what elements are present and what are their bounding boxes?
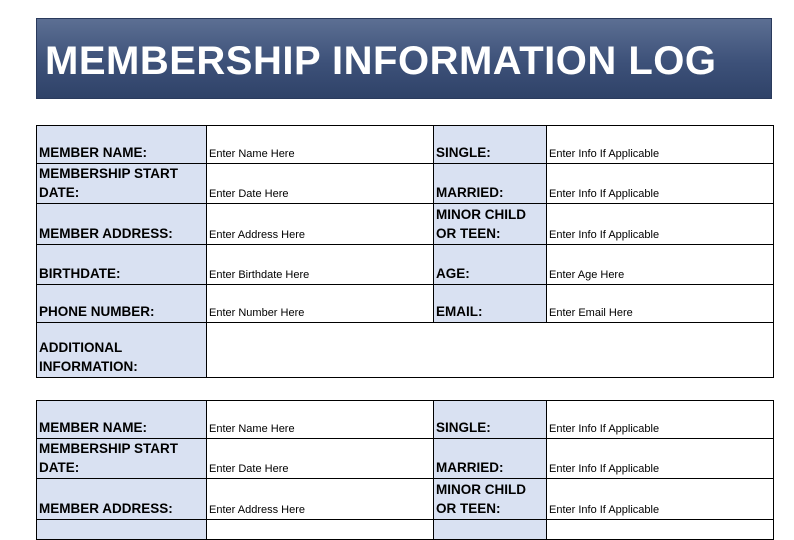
- table-row: [37, 245, 774, 285]
- minor-child-field[interactable]: Enter Info If Applicable: [547, 479, 774, 520]
- membership-start-date-field[interactable]: Enter Date Here: [207, 164, 434, 204]
- value-cell[interactable]: [547, 520, 774, 540]
- age-field[interactable]: Enter Age Here: [547, 245, 774, 285]
- minor-child-label: [434, 479, 547, 520]
- table-row: [37, 520, 774, 540]
- phone-number-label: PHONE NUMBER:: [37, 285, 207, 323]
- member-address-field[interactable]: Enter Address Here: [207, 479, 434, 520]
- member-record-table: [36, 400, 774, 540]
- member-address-field[interactable]: Enter Address Here: [207, 204, 434, 245]
- table-row: [37, 323, 774, 378]
- email-field[interactable]: Enter Email Here: [547, 285, 774, 323]
- value-cell[interactable]: [207, 520, 434, 540]
- label-cell: [37, 520, 207, 540]
- married-label: MARRIED:: [434, 164, 547, 204]
- page-title: MEMBERSHIP INFORMATION LOG: [45, 39, 717, 83]
- label-line: MINOR CHILD: [436, 207, 526, 222]
- table-row: [37, 439, 774, 479]
- minor-child-field[interactable]: Enter Info If Applicable: [547, 204, 774, 245]
- membership-start-date-field[interactable]: Enter Date Here: [207, 439, 434, 479]
- table-row: [37, 479, 774, 520]
- label-line: INFORMATION:: [39, 359, 138, 374]
- table-row: [37, 126, 774, 164]
- additional-information-field[interactable]: [207, 323, 774, 378]
- table-row: [37, 204, 774, 245]
- married-field[interactable]: Enter Info If Applicable: [547, 439, 774, 479]
- single-field[interactable]: Enter Info If Applicable: [547, 401, 774, 439]
- member-address-label: MEMBER ADDRESS:: [37, 479, 207, 520]
- membership-start-date-label: [37, 164, 207, 204]
- birthdate-label: BIRTHDATE:: [37, 245, 207, 285]
- single-label: SINGLE:: [434, 126, 547, 164]
- member-name-field[interactable]: Enter Name Here: [207, 126, 434, 164]
- label-line: MINOR CHILD: [436, 482, 526, 497]
- membership-start-date-label: [37, 439, 207, 479]
- member-name-label: MEMBER NAME:: [37, 401, 207, 439]
- table-row: [37, 164, 774, 204]
- married-label: MARRIED:: [434, 439, 547, 479]
- label-line: OR TEEN:: [436, 501, 501, 516]
- age-label: AGE:: [434, 245, 547, 285]
- married-field[interactable]: Enter Info If Applicable: [547, 164, 774, 204]
- title-banner: [36, 18, 772, 99]
- minor-child-label: [434, 204, 547, 245]
- member-address-label: MEMBER ADDRESS:: [37, 204, 207, 245]
- label-line: DATE:: [39, 460, 80, 475]
- label-line: DATE:: [39, 185, 80, 200]
- birthdate-field[interactable]: Enter Birthdate Here: [207, 245, 434, 285]
- label-cell: [434, 520, 547, 540]
- label-line: MEMBERSHIP START: [39, 441, 179, 456]
- label-line: OR TEEN:: [436, 226, 501, 241]
- member-name-field[interactable]: Enter Name Here: [207, 401, 434, 439]
- phone-number-field[interactable]: Enter Number Here: [207, 285, 434, 323]
- single-field[interactable]: Enter Info If Applicable: [547, 126, 774, 164]
- table-row: [37, 285, 774, 323]
- member-name-label: MEMBER NAME:: [37, 126, 207, 164]
- member-record-table: [36, 125, 774, 378]
- single-label: SINGLE:: [434, 401, 547, 439]
- additional-information-label: [37, 323, 207, 378]
- table-row: [37, 401, 774, 439]
- email-label: EMAIL:: [434, 285, 547, 323]
- label-line: ADDITIONAL: [39, 340, 123, 355]
- label-line: MEMBERSHIP START: [39, 166, 179, 181]
